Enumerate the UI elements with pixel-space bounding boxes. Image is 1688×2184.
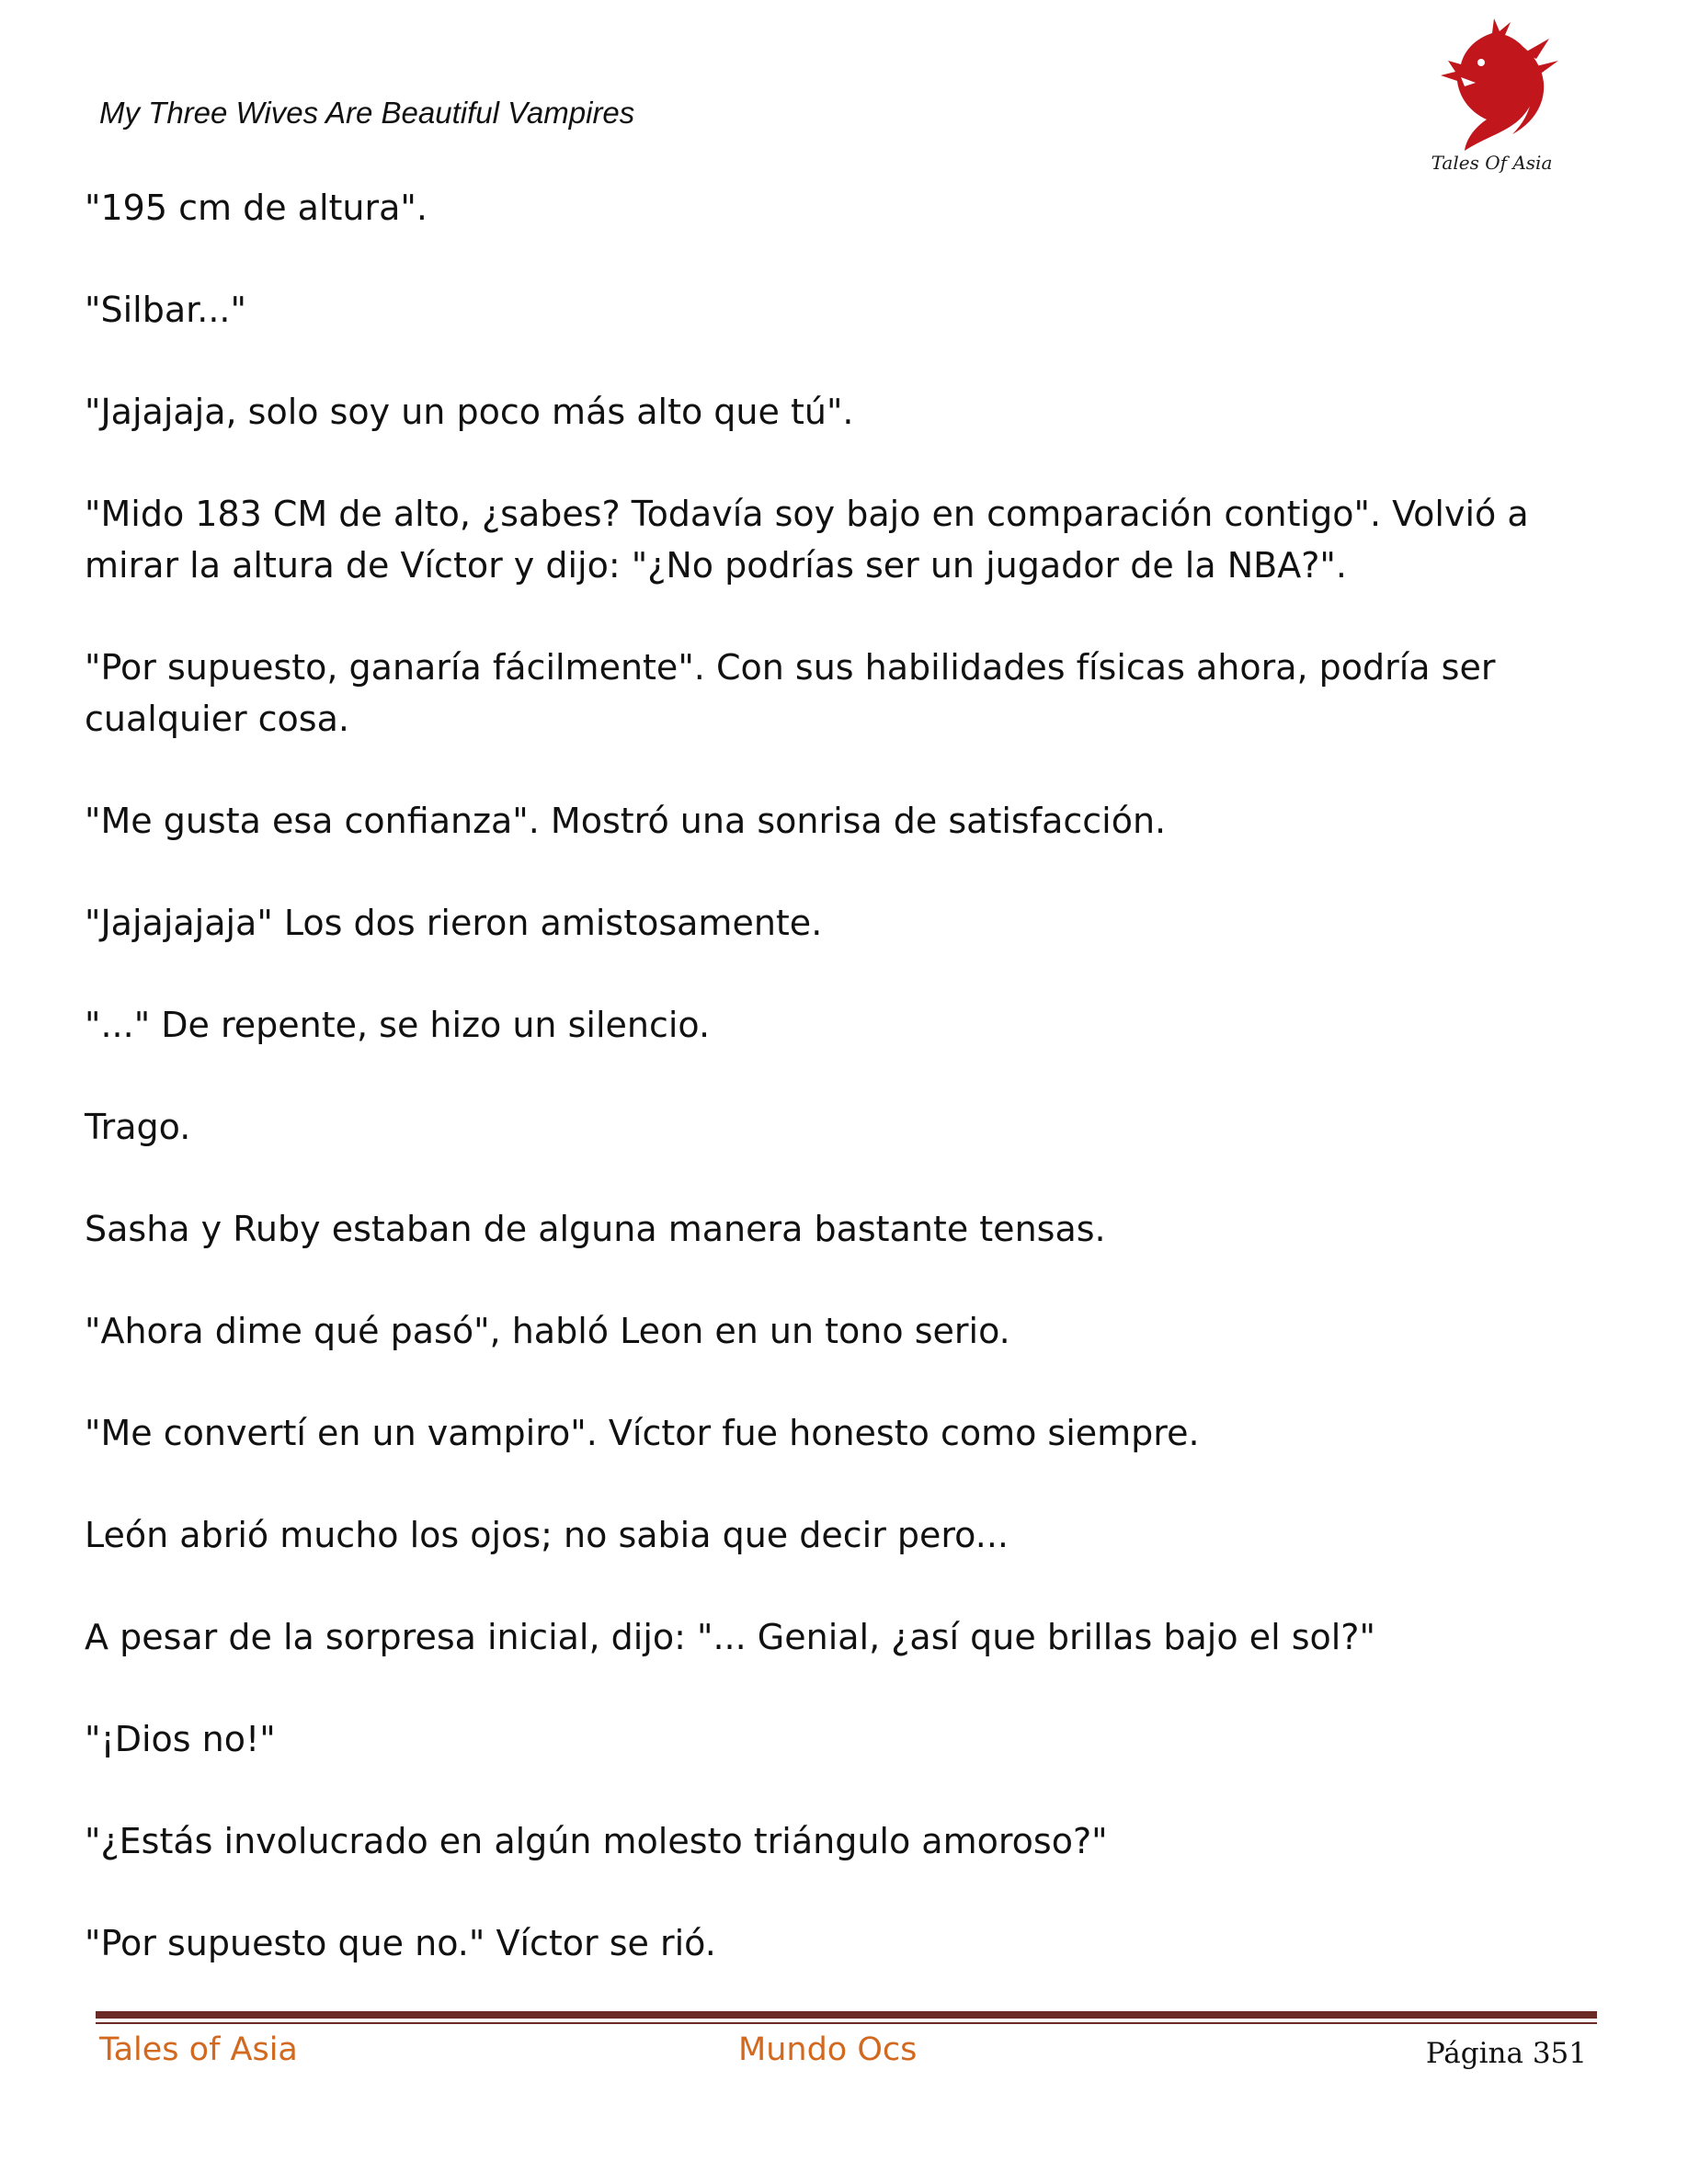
tales-of-asia-logo (1420, 17, 1563, 182)
paragraph: "Silbar..." (85, 290, 246, 330)
paragraph: "Por supuesto que no." Víctor se rió. (85, 1923, 716, 1963)
book-title: My Three Wives Are Beautiful Vampires (99, 96, 635, 130)
paragraph: "Por supuesto, ganaría fácilmente". Con sus habilidades físicas ahora, podría ser cualquier cosa. (85, 647, 1496, 739)
paragraph: "¡Dios no!" (85, 1719, 276, 1759)
paragraph: "195 cm de altura". (85, 188, 428, 228)
paragraph: Trago. (85, 1107, 191, 1147)
paragraph: "Jajajaja, solo soy un poco más alto que tú". (85, 392, 854, 432)
paragraph: "..." De repente, se hizo un silencio. (85, 1005, 711, 1045)
footer-left-text: Tales of Asia (99, 2031, 298, 2068)
paragraph: "Me convertí en un vampiro". Víctor fue honesto como siempre. (85, 1413, 1200, 1453)
paragraph: A pesar de la sorpresa inicial, dijo: "... Genial, ¿así que brillas bajo el sol?" (85, 1617, 1375, 1657)
paragraph: León abrió mucho los ojos; no sabia que decir pero... (85, 1515, 1009, 1555)
footer-divider-thin (96, 2022, 1597, 2024)
dragon-icon (1420, 17, 1563, 154)
paragraph: "Ahora dime qué pasó", habló Leon en un tono serio. (85, 1311, 1010, 1351)
paragraph: "Jajajajaja" Los dos rieron amistosamente. (85, 903, 823, 943)
paragraph: "Me gusta esa confianza". Mostró una sonrisa de satisfacción. (85, 801, 1167, 841)
logo-caption: Tales Of Asia (1431, 152, 1553, 174)
page-number: Página 351 (1425, 2037, 1587, 2070)
footer-center-text: Mundo Ocs (738, 2031, 918, 2068)
paragraph: "Mido 183 CM de alto, ¿sabes? Todavía soy bajo en comparación contigo". Volvió a mirar la altura de Víctor y dijo: "¿No podrías ser un jugador de la NBA?". (85, 494, 1529, 586)
chapter-body (85, 182, 1622, 2019)
paragraph: "¿Estás involucrado en algún molesto triángulo amoroso?" (85, 1821, 1108, 1861)
footer-divider (96, 2011, 1597, 2019)
paragraph: Sasha y Ruby estaban de alguna manera bastante tensas. (85, 1209, 1106, 1249)
